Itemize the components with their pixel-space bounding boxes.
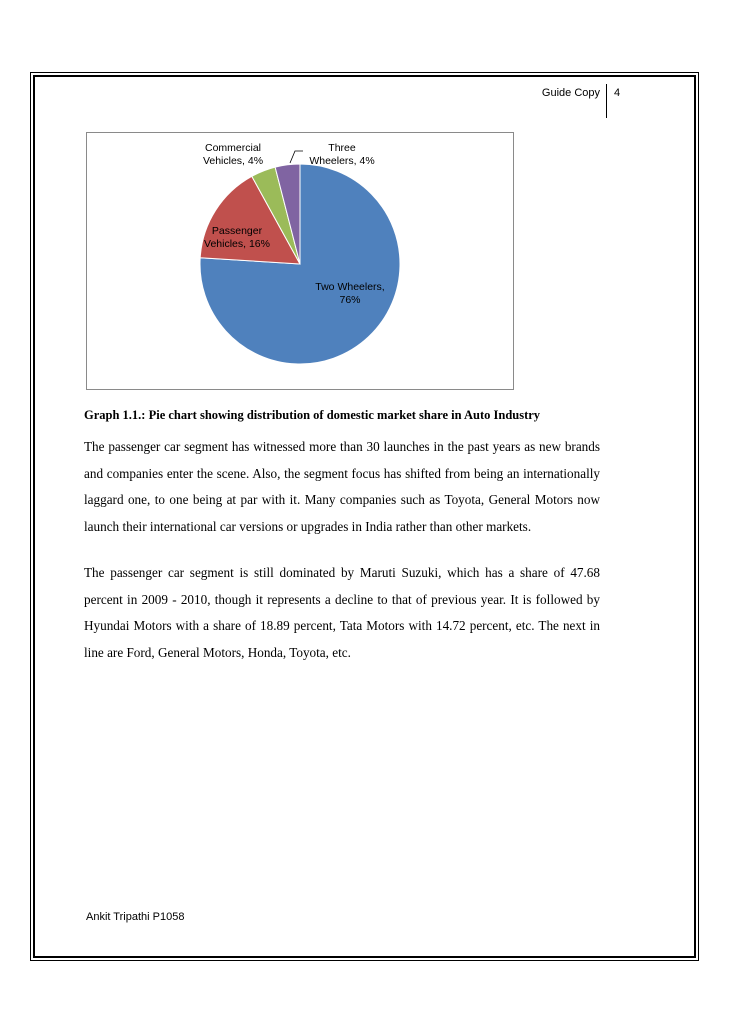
pie-label-three-wheelers: Three Wheelers, 4% (309, 142, 375, 167)
paragraph-2: The passenger car segment is still dominated by Maruti Suzuki, which has a share of 47.68 percent in 2009 - 2010, though it represents a decline to that of previous year. It is followed by Hyundai Motors with a share of 18.89 percent, Tata Motors with 14.72 percent, etc. The next in line are Ford, General Motors, Honda, Toyota, etc. (84, 565, 600, 660)
header-separator (606, 84, 607, 118)
figure-caption: Graph 1.1.: Pie chart showing distribution of domestic market share in Auto Industry (84, 408, 541, 422)
leader-line-three-wheelers (290, 151, 303, 163)
pie-label-passenger-vehicles: Passenger Vehicles, 16% (204, 225, 270, 250)
pie-chart (86, 132, 514, 390)
pie-chart-svg (87, 133, 515, 391)
pie-label-commercial-vehicles: Commercial Vehicles, 4% (202, 142, 264, 167)
pie-label-two-wheelers: Two Wheelers, 76% (315, 281, 385, 306)
header-label: Guide Copy (541, 87, 600, 99)
paragraph-1: The passenger car segment has witnessed more than 30 launches in the past years as new brands and companies enter the scene. Also, the segment focus has shifted from being an internationally laggard one, to one being at par with it. Many companies such as Toyota, General Motors now launch their international car versions or upgrades in India rather than other markets. (84, 439, 600, 534)
page-number: 4 (614, 87, 621, 99)
footer-author: Ankit Tripathi P1058 (86, 911, 185, 923)
